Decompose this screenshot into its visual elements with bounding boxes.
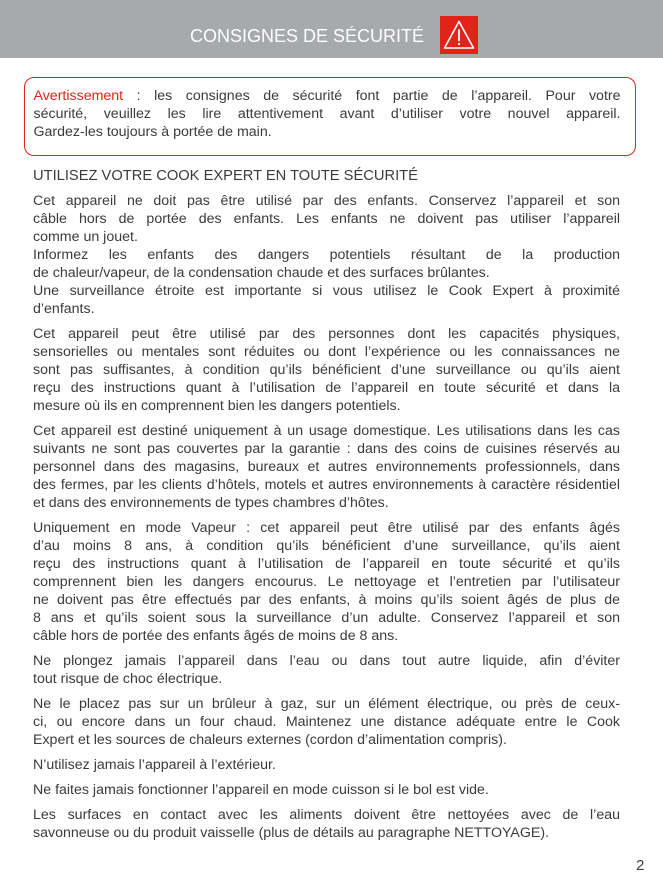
warning-label: Avertissement xyxy=(33,87,124,104)
text-line: Informez les enfants des dangers potentiels résultant de la production xyxy=(33,247,620,263)
text-line: sensorielles ou mentales sont réduites ou dont l’expérience ou les connaissances ne xyxy=(33,344,620,360)
paragraph-heat-sources xyxy=(33,695,620,749)
text-line: ci, ou encore dans un four chaud. Maintenez une distance adéquate entre le Cook xyxy=(33,714,620,730)
paragraph-no-outdoor-use xyxy=(33,756,620,774)
text-line: mesure où ils en comprennent bien les dangers potentiels. xyxy=(33,398,401,414)
warning-line: sécurité, veuillez les lire attentivement avant d’utiliser votre nouvel appareil. xyxy=(33,105,621,122)
text-line: reçu des instructions quant à l’utilisation de l’appareil en toute sécurité et dans la xyxy=(33,380,620,396)
paragraph-cleaning xyxy=(33,806,620,842)
text-line: câble hors de portée des enfants. Les enfants ne doivent pas utiliser l’appareil xyxy=(33,211,620,227)
text-line: et dans des environnements de types chambres d’hôtes. xyxy=(33,495,389,511)
paragraph-domestic-use xyxy=(33,422,620,512)
text-line: comprennent bien les dangers encourus. Le nettoyage et l’entretien par l’utilisateur xyxy=(33,574,620,590)
text-line: câble hors de portée des enfants âgés de moins de 8 ans. xyxy=(33,628,399,644)
paragraph-child-safety xyxy=(33,192,620,318)
paragraph-steam-mode-children xyxy=(33,519,620,645)
text-line: d’enfants. xyxy=(33,301,95,317)
text-line: des fermes, par les clients d’hôtels, motels et autres environnements à caractère résidentiel xyxy=(33,477,620,493)
section-header-bar xyxy=(0,0,663,58)
text-line: sont pas suffisantes, à condition qu’ils bénéficient d’une surveillance ou qu’ils aient xyxy=(33,362,620,378)
text-line: Cet appareil peut être utilisé par des personnes dont les capacités physiques, xyxy=(33,326,620,342)
text-line: Expert et les sources de chaleurs externes (cordon d’alimentation compris). xyxy=(33,732,507,748)
text-line: suivants ne sont pas couvertes par la garantie : dans des coins de cuisines réservés au xyxy=(33,441,620,457)
safety-instructions xyxy=(33,167,620,842)
text-line: comme un jouet. xyxy=(33,229,138,245)
page-number: 2 xyxy=(636,857,645,874)
warning-line: Gardez-les toujours à portée de main. xyxy=(33,123,272,140)
text-line: Ne le placez pas sur un brûleur à gaz, sur un élément électrique, ou près de ceux- xyxy=(33,696,620,712)
text-line: Cet appareil est destiné uniquement à un usage domestique. Les utilisations dans les cas xyxy=(33,423,620,439)
text-line: Uniquement en mode Vapeur : cet appareil peut être utilisé par des enfants âgés xyxy=(33,520,620,536)
text-line: reçu des instructions quant à l’utilisation de l’appareil en toute sécurité et qu’ils xyxy=(33,556,620,572)
warning-line xyxy=(34,87,621,105)
paragraph-no-empty-bowl xyxy=(33,781,620,799)
section-heading: UTILISEZ VOTRE COOK EXPERT EN TOUTE SÉCURITÉ xyxy=(33,168,418,184)
text-line: Cet appareil ne doit pas être utilisé par des enfants. Conservez l’appareil et son xyxy=(33,193,620,209)
text-line: Ne faites jamais fonctionner l’appareil en mode cuisson si le bol est vide. xyxy=(33,782,489,798)
text-line: 8 ans et qu’ils soient sous la surveillance d’un adulte. Conservez l’appareil et son xyxy=(33,610,620,626)
paragraph-no-immersion xyxy=(33,652,620,688)
text-line: savonneuse ou du produit vaisselle (plus de détails au paragraphe NETTOYAGE). xyxy=(33,825,550,841)
text-line: tout risque de choc électrique. xyxy=(33,671,223,687)
text-line: Ne plongez jamais l’appareil dans l’eau ou dans tout autre liquide, afin d’éviter xyxy=(33,653,620,669)
text-line: personnel dans des magasins, bureaux et autres environnements professionnels, dans xyxy=(33,459,620,475)
text-line: Les surfaces en contact avec les aliments doivent être nettoyées avec de l’eau xyxy=(33,807,620,823)
text-line: ne doivent pas être effectués par des enfants, à moins qu’ils soient âgés de plus de xyxy=(33,592,620,608)
text-line: Une surveillance étroite est importante si vous utilisez le Cook Expert à proximité xyxy=(33,283,620,299)
warning-line-text: : les consignes de sécurité font partie de l’appareil. Pour votre xyxy=(123,87,621,104)
text-line: N’utilisez jamais l’appareil à l’extérieur. xyxy=(33,757,276,773)
text-line: de chaleur/vapeur, de la condensation chaude et des surfaces brûlantes. xyxy=(33,265,490,281)
paragraph-reduced-capacities xyxy=(33,325,620,415)
warning-notice-box xyxy=(24,77,636,156)
section-title: CONSIGNES DE SÉCURITÉ xyxy=(190,26,425,46)
warning-triangle-icon xyxy=(440,16,478,54)
text-line: d’au moins 8 ans, à condition qu’ils bénéficient d’une surveillance, qu’ils aient xyxy=(33,538,620,554)
